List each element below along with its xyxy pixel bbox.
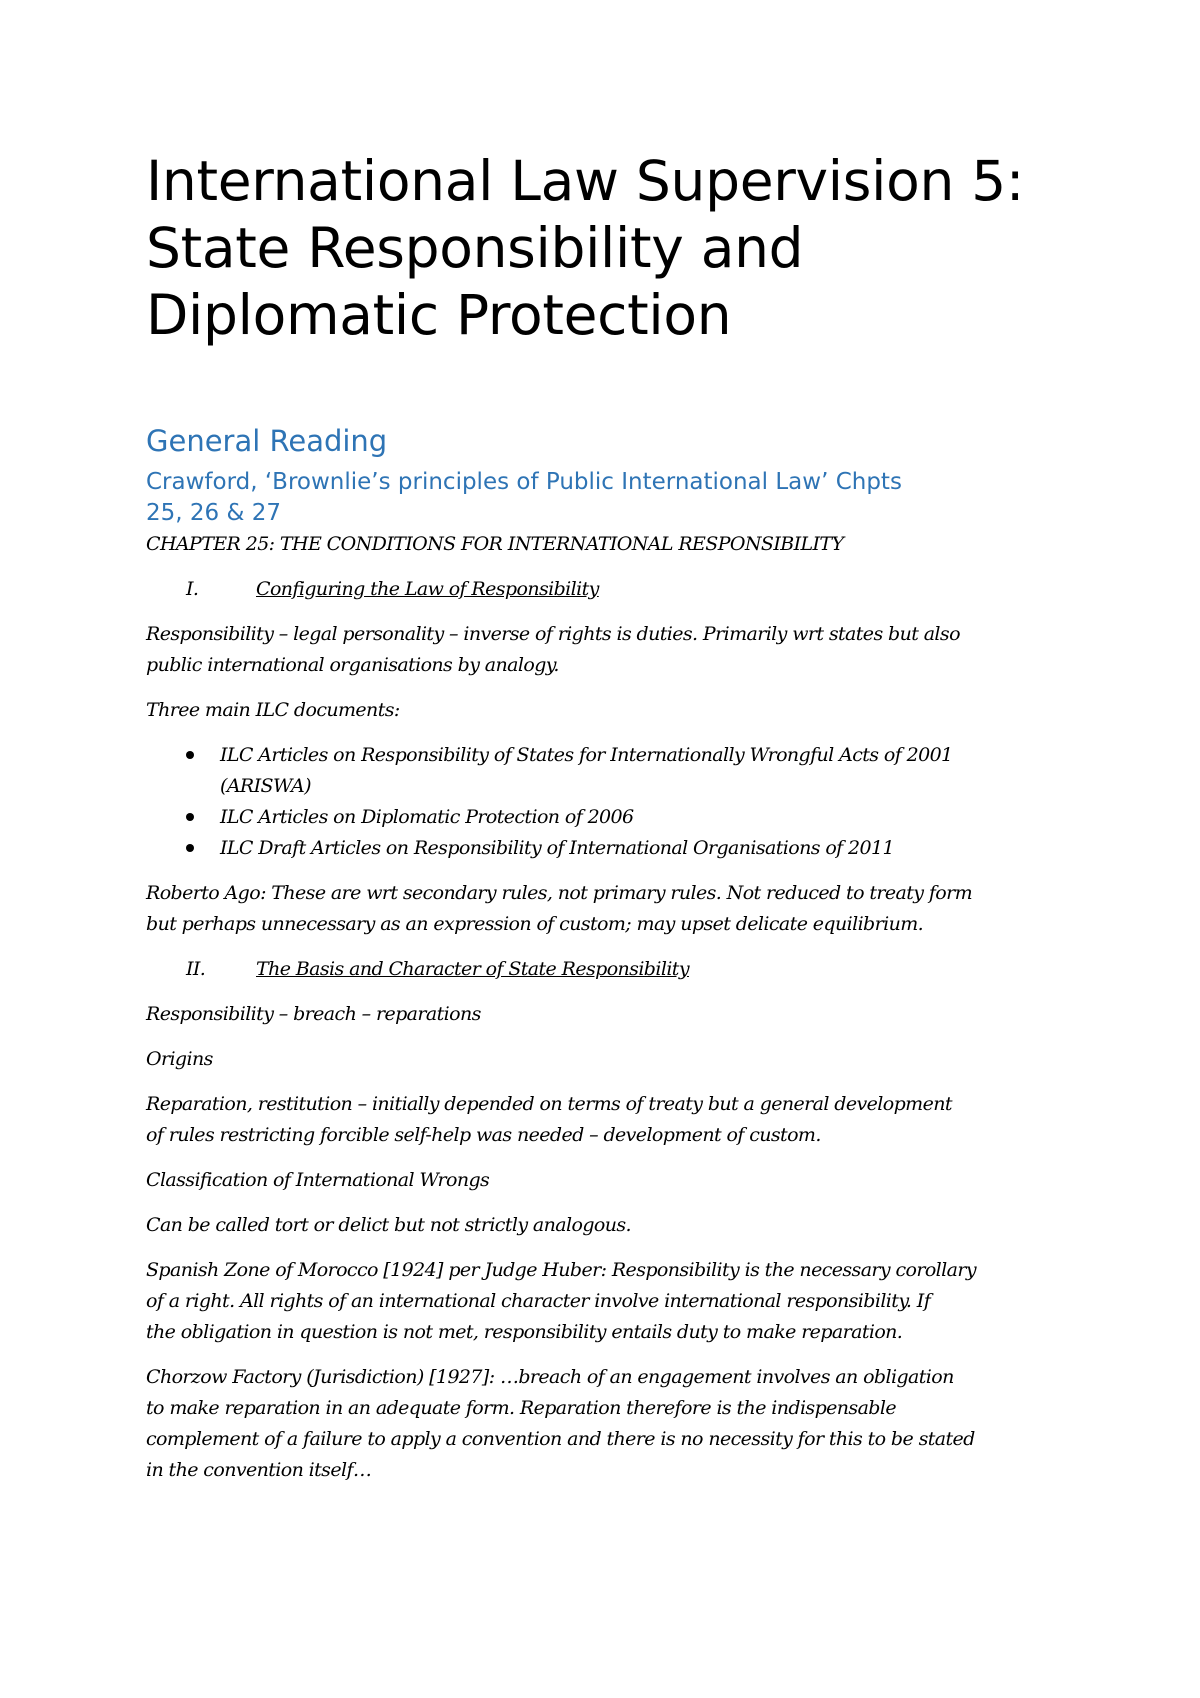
chapter-heading: CHAPTER 25: THE CONDITIONS FOR INTERNATIONAL RESPONSIBILITY [146,533,844,555]
paragraph [146,1255,1066,1348]
section-heading [146,574,1066,605]
title-line: Diplomatic Protection [146,283,732,347]
section-title: Configuring the Law of Responsibility [256,578,599,600]
document-page [146,148,1066,1486]
paragraph [146,619,1066,681]
text-line: in the convention itself… [146,1459,372,1481]
text-line: public international organisations by analogy. [146,654,559,676]
paragraph [146,695,1066,726]
heading-reading-reference [146,467,1066,529]
text-line: (ARISWA) [220,775,311,797]
text-line: ILC Draft Articles on Responsibility of International Organisations of 2011 [220,837,894,859]
text-line: Classification of International Wrongs [146,1169,490,1191]
bullet-icon [186,844,194,852]
text-line: Roberto Ago: These are wrt secondary rules, not primary rules. Not reduced to treaty form [146,882,973,904]
bullet-icon [186,751,194,759]
paragraph [146,1362,1066,1486]
title-line: State Responsibility and [146,216,804,280]
paragraph [146,1210,1066,1241]
list-item [146,802,1066,833]
section-title: The Basis and Character of State Responsibility [256,958,689,980]
heading-general-reading: General Reading [146,424,388,458]
text-line: Reparation, restitution – initially depended on terms of treaty but a general development [146,1093,952,1115]
section-numeral: I. [186,578,199,600]
document-title [146,148,1066,349]
text-line: Can be called tort or delict but not strictly analogous. [146,1214,631,1236]
text-line: Spanish Zone of Morocco [1924] per Judge Huber: Responsibility is the necessary corollary [146,1259,976,1281]
paragraph [146,1165,1066,1196]
text-line: ILC Articles on Responsibility of States for Internationally Wrongful Acts of 2001 [220,744,953,766]
heading-line: 25, 26 & 27 [146,500,281,526]
text-line: Chorzow Factory (Jurisdiction) [1927]: …breach of an engagement involves an obligation [146,1366,954,1388]
section-heading [146,954,1066,985]
text-line: but perhaps unnecessary as an expression of custom; may upset delicate equilibrium. [146,913,924,935]
text-line: Origins [146,1048,213,1070]
text-line: of rules restricting forcible self-help was needed – development of custom. [146,1124,821,1146]
title-line: International Law Supervision 5: [146,149,1025,213]
section-numeral: II. [186,958,206,980]
paragraph [146,878,1066,940]
text-line: complement of a failure to apply a convention and there is no necessity for this to be stated [146,1428,975,1450]
text-line: Responsibility – breach – reparations [146,1003,481,1025]
text-line: of a right. All rights of an international character involve international responsibility. If [146,1290,931,1312]
paragraph [146,999,1066,1030]
heading-line: Crawford, ‘Brownlie’s principles of Public International Law’ Chpts [146,469,902,495]
text-line: ILC Articles on Diplomatic Protection of 2006 [220,806,634,828]
text-line: the obligation in question is not met, responsibility entails duty to make reparation. [146,1321,903,1343]
list-item [146,740,1066,802]
paragraph [146,1089,1066,1151]
bullet-list [146,740,1066,864]
text-line: Three main ILC documents: [146,699,400,721]
list-item [146,833,1066,864]
bullet-icon [186,813,194,821]
text-line: to make reparation in an adequate form. Reparation therefore is the indispensable [146,1397,896,1419]
paragraph [146,1044,1066,1075]
text-line: Responsibility – legal personality – inverse of rights is duties. Primarily wrt states but also [146,623,960,645]
